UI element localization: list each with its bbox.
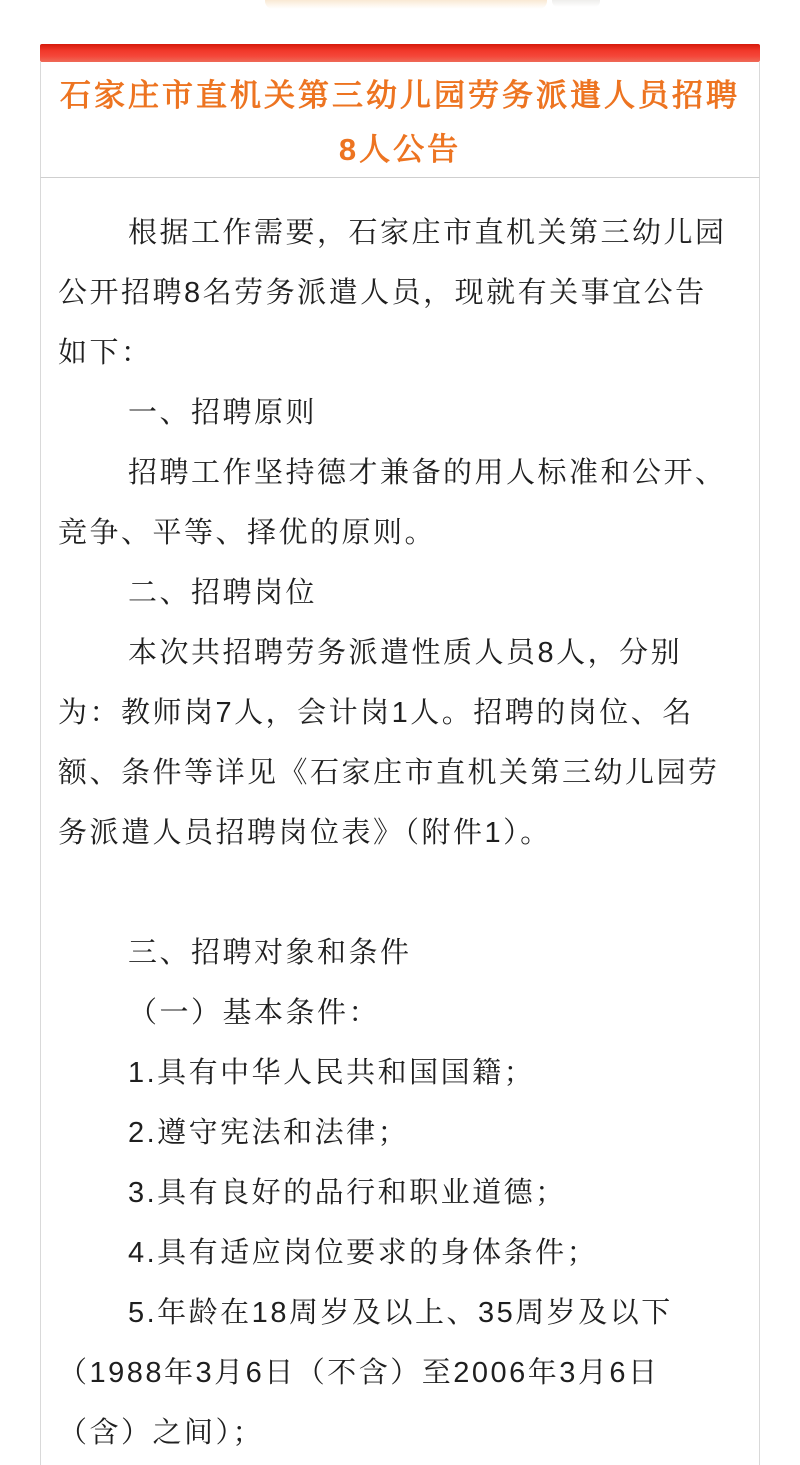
body-text-line: 1.具有中华人民共和国国籍； (128, 1057, 536, 1089)
body-text-line: 二、招聘岗位 (128, 577, 318, 609)
body-text-line: 一、招聘原则 (128, 397, 318, 429)
body-blank-line (58, 863, 737, 923)
article-header (40, 62, 760, 178)
page-title-line2: 8人公告 (338, 132, 462, 167)
body-text-line: （含）之间）； (58, 1417, 265, 1449)
body-text-line: 额、条件等详见《石家庄市直机关第三幼儿园劳 (58, 757, 720, 789)
body-text-line: 招聘工作坚持德才兼备的用人标准和公开、 (128, 457, 727, 489)
body-text-line: （1988年3月6日（不含）至2006年3月6日 (58, 1357, 660, 1389)
body-text-line: 3.具有良好的品行和职业道德； (128, 1177, 567, 1209)
body-text-line: 如下： (58, 337, 153, 369)
body-text-line: 根据工作需要，石家庄市直机关第三幼儿园 (128, 217, 727, 249)
body-text-line: 5.年龄在18周岁及以上、35周岁及以下 (128, 1297, 673, 1329)
body-text-line: （一）基本条件： (128, 997, 381, 1029)
body-text-line: 4.具有适应岗位要求的身体条件； (128, 1237, 599, 1269)
top-glow-banner (265, 0, 547, 9)
body-text-line: 竞争、平等、择优的原则。 (58, 517, 437, 549)
body-text-line: 本次共招聘劳务派遣性质人员8人，分别 (128, 637, 683, 669)
article-body (40, 178, 760, 1465)
body-text-line: 公开招聘8名劳务派遣人员，现就有关事宜公告 (58, 277, 707, 309)
body-text-line: 为：教师岗7人，会计岗1人。招聘的岗位、名 (58, 697, 694, 729)
body-text-line: 三、招聘对象和条件 (128, 937, 412, 969)
red-divider-bar (40, 44, 760, 62)
page-title-line1: 石家庄市直机关第三幼儿园劳务派遣人员招聘 (60, 78, 740, 113)
body-text-line: 2.遵守宪法和法律； (128, 1117, 410, 1149)
article-card (40, 44, 760, 1465)
body-text-line: 务派遣人员招聘岗位表》（附件1）。 (58, 817, 552, 849)
top-gray-smudge (552, 0, 600, 7)
